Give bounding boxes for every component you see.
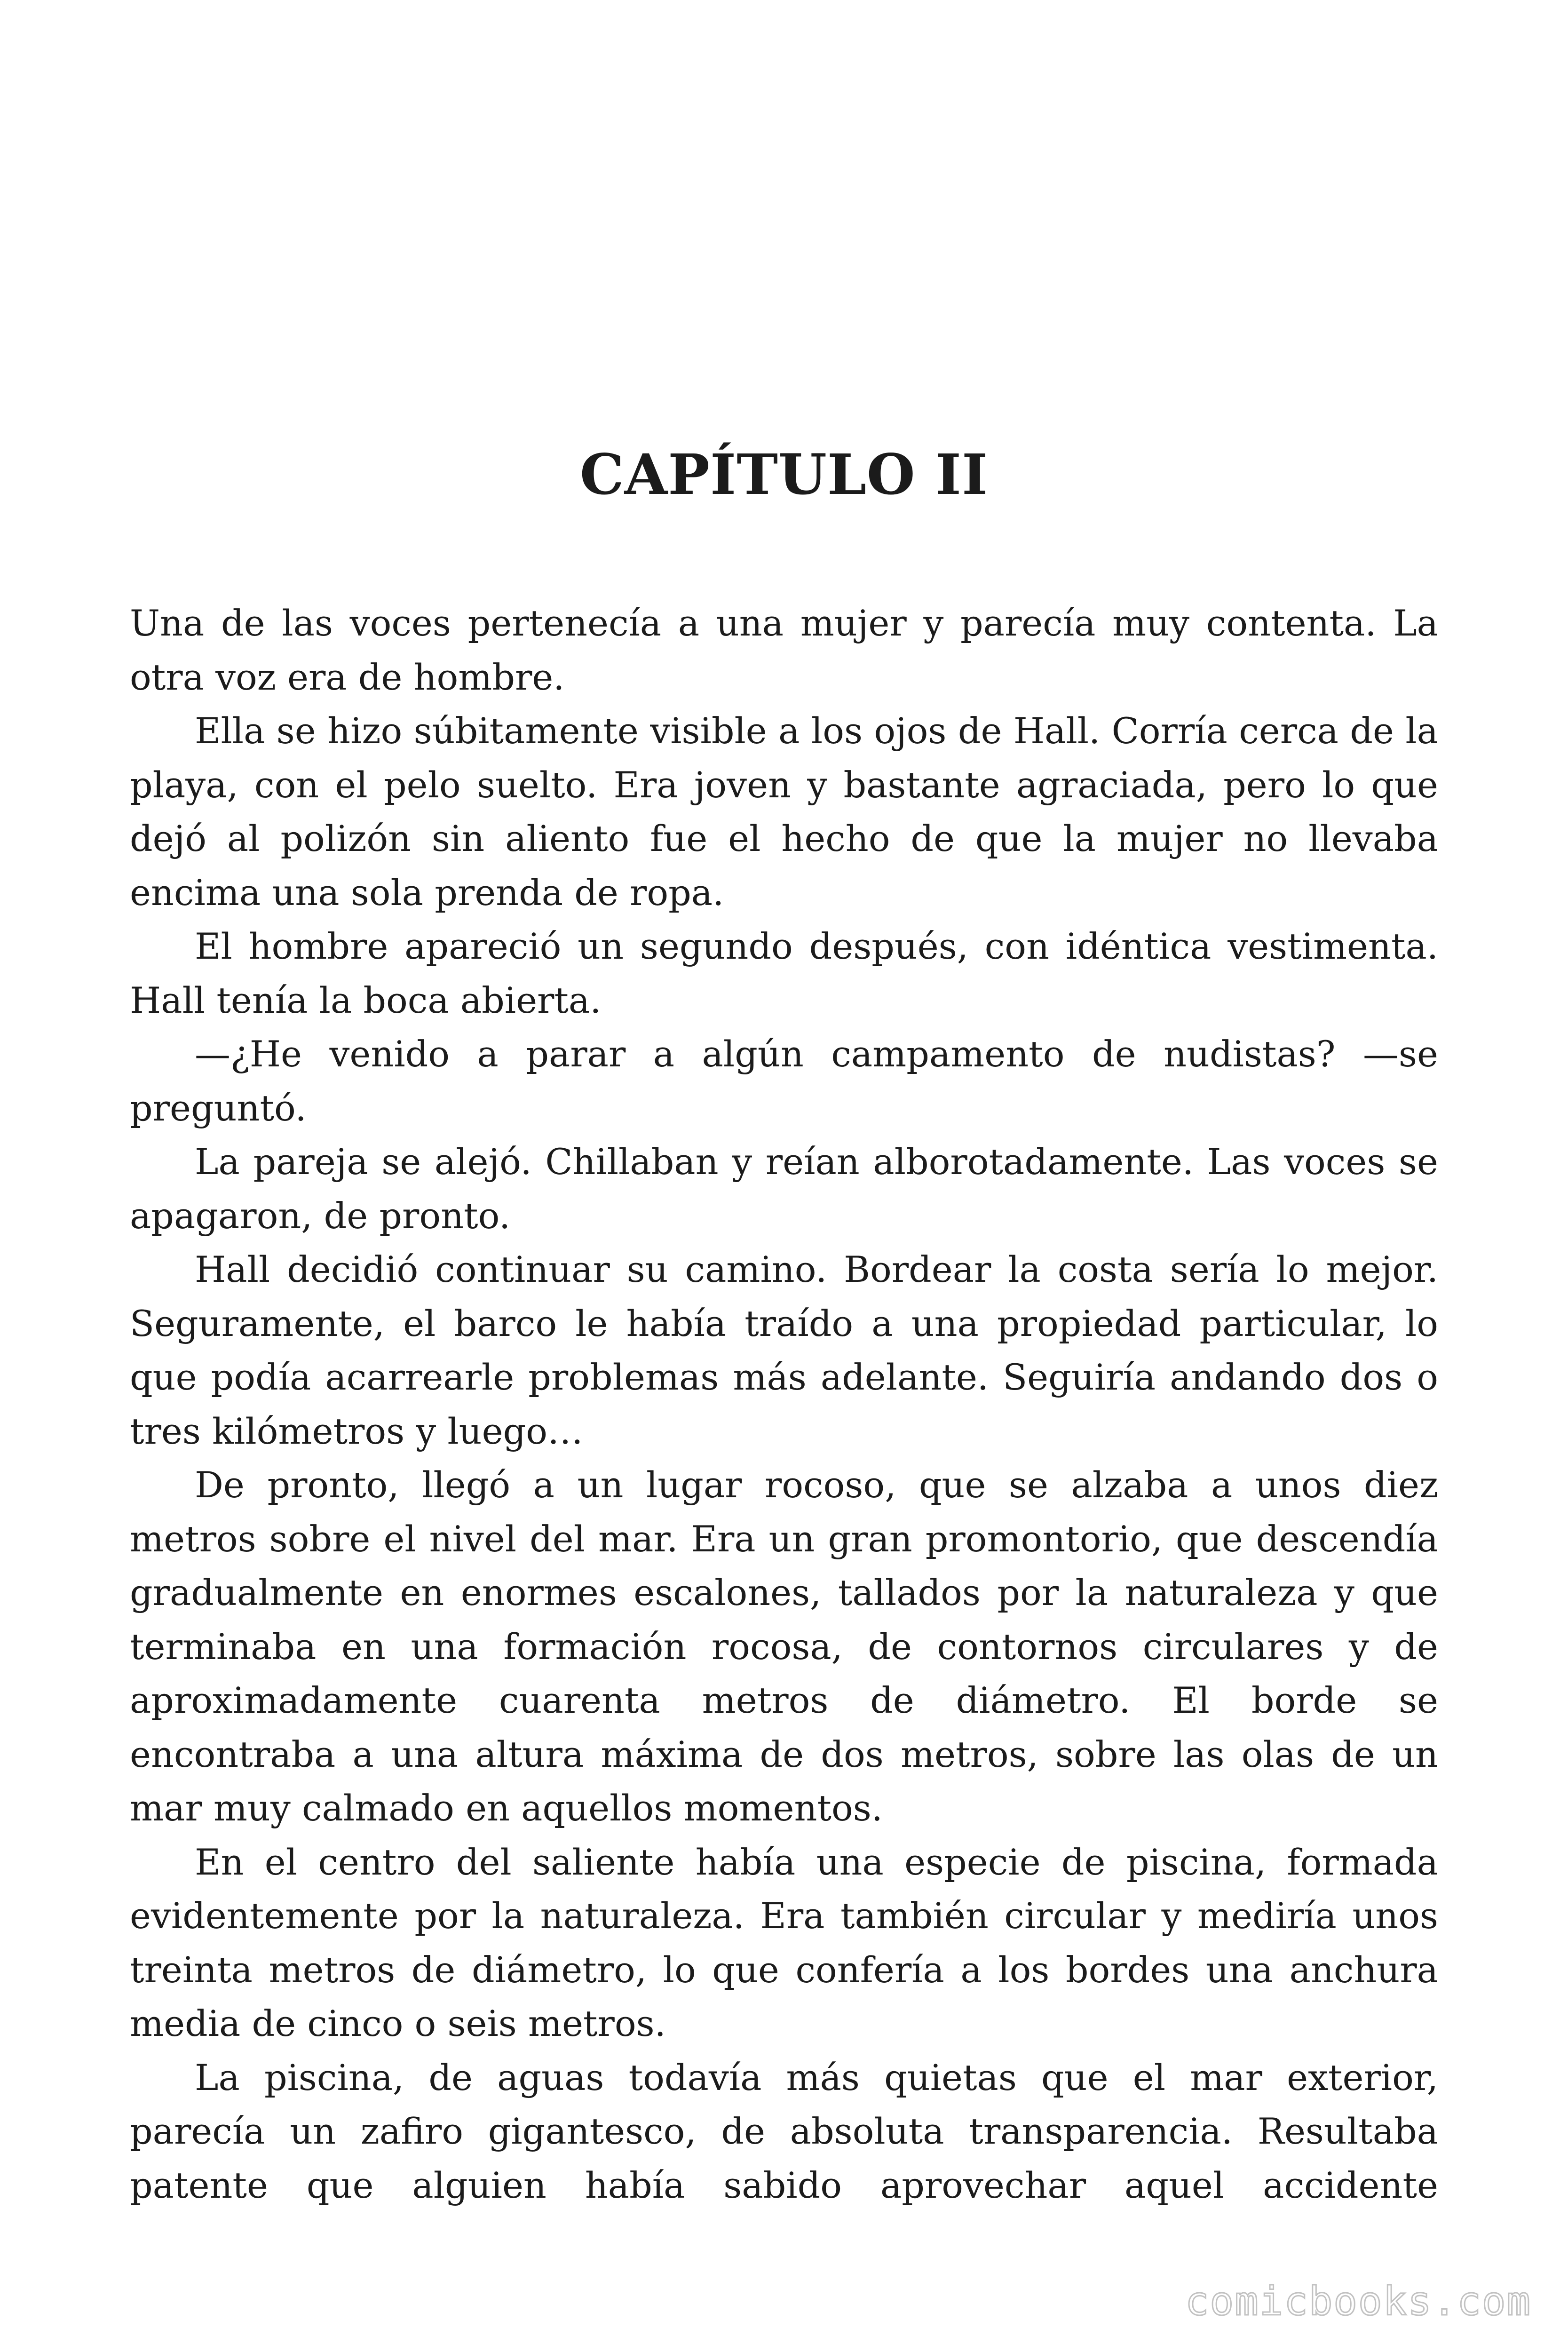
chapter-title: CAPÍTULO II — [579, 442, 989, 507]
paragraph: La pareja se alejó. Chillaban y reían alborotadamente. Las voces se apagaron, de pronto. — [130, 1141, 1438, 1237]
paragraph: El hombre apareció un segundo después, con idéntica vestimenta. Hall tenía la boca abierta. — [130, 925, 1438, 1021]
paragraph: La piscina, de aguas todavía más quietas que el mar exterior, parecía un zafiro gigantesco, de absoluta transparencia. Resultaba patente que alguien había sabido aprovechar aquel accidente — [130, 2056, 1438, 2206]
paragraph: Hall decidió continuar su camino. Bordear la costa sería lo mejor. Seguramente, el barco le había traído a una propiedad particular, lo que podía acarrearle problemas más adelante. Seguiría andando dos o tres kilómetros y luego… — [130, 1248, 1438, 1452]
paragraph: Ella se hizo súbitamente visible a los ojos de Hall. Corría cerca de la playa, con el pelo suelto. Era joven y bastante agraciada, pero lo que dejó al polizón sin aliento fue el hecho de que la mujer no llevaba encima una sola prenda de ropa. — [130, 710, 1438, 914]
watermark: comicbooks.com — [1185, 2278, 1531, 2324]
paragraph: Una de las voces pertenecía a una mujer y parecía muy contenta. La otra voz era de hombre. — [130, 602, 1438, 698]
paragraph: En el centro del saliente había una especie de piscina, formada evidentemente por la naturaleza. Era también circular y mediría unos treinta metros de diámetro, lo que confería a los bordes una anchura media de cinco o seis metros. — [130, 1841, 1438, 2044]
chapter-body — [130, 596, 1438, 2212]
paragraph: —¿He venido a parar a algún campamento de nudistas? —se preguntó. — [130, 1033, 1438, 1129]
paragraph: De pronto, llegó a un lugar rocoso, que se alzaba a unos diez metros sobre el nivel del mar. Era un gran promontorio, que descendía gradualmente en enormes escalones, tallados por la naturaleza y que terminaba en una formación rocosa, de contornos circulares y de aproximadamente cuarenta metros de diámetro. El borde se encontraba a una altura máxima de dos metros, sobre las olas de un mar muy calmado en aquellos momentos. — [130, 1464, 1438, 1829]
